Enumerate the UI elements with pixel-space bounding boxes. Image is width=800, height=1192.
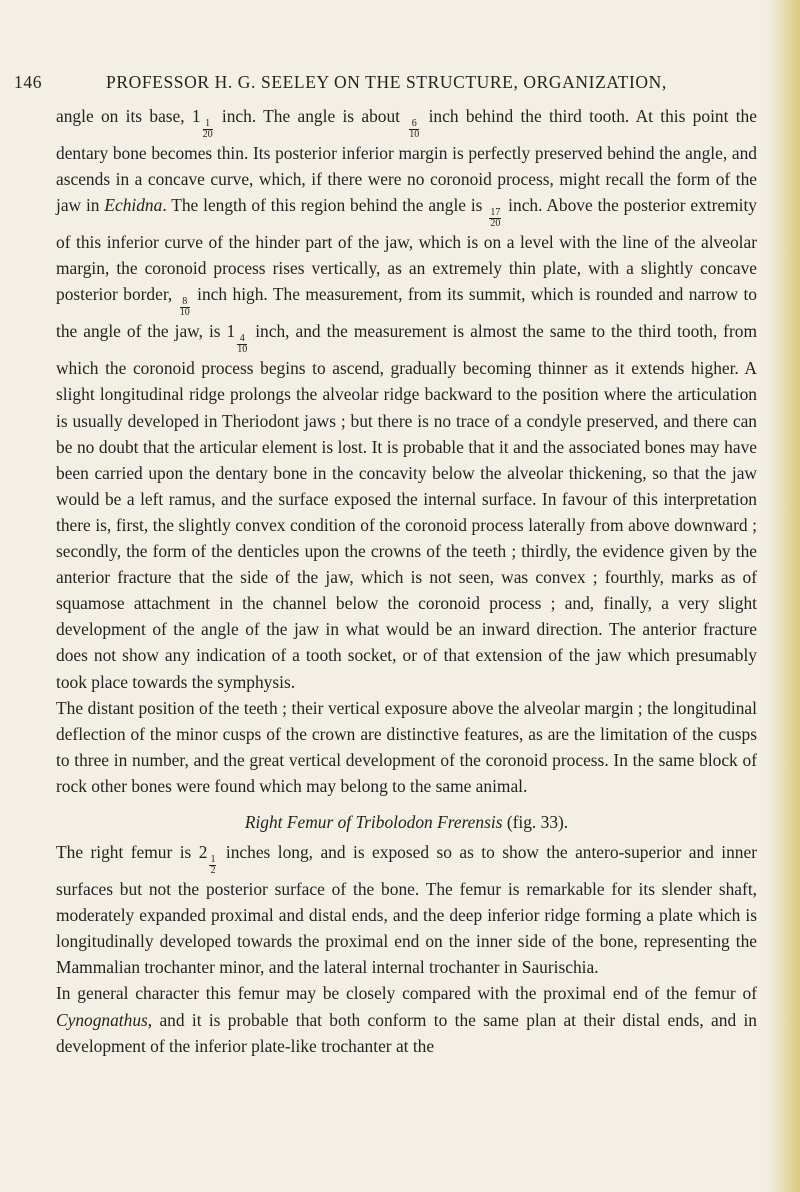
text-run: inch. The angle is about [214,106,408,126]
paragraph-femur-description [56,839,757,980]
numerator: 4 [237,334,247,345]
paragraph-distinctive-features: The distant position of the teeth ; their vertical exposure above the alveolar margin ; the longitudinal deflection of the minor cusps of the crown are distinctive features, as are the limitation of the cusps to three in number, and the great vertical development of the coronoid process. In the same block of rock other bones were found which may belong to the same animal. [56,697,757,796]
numerator: 6 [409,119,419,130]
numerator: 1 [210,854,216,866]
numerator: 17 [490,207,501,219]
text-run: inch, and the measurement is almost the same to the third tooth, from which the coronoid process begins to ascend, gradually becoming thinner as it extends higher. A slight longitudinal ridge prolongs the alveolar ridge backward to the position where the articulation is usually developed in Theriodont jaws ; but there is no trace of a condyle preserved, and there can be no doubt that the articular element is lost. It is probable that it and the associated bones may have been carried upon the dentary bone in the concavity below the alveolar thickening, so that the jaw would be a left ramus, and the surface exposed the internal surface. In favour of this interpretation there is, first, the slightly convex condition of the coronoid process laterally from above downward ; secondly, the form of the denticles upon the crowns of the teeth ; thirdly, the evidence given by the anterior fracture that the side of the jaw, which is not seen, was convex ; fourthly, marks as of squamose attachment in the channel below the coronoid process ; and, finally, a very slight development of the angle of the jaw in what would be an inward direction. The anterior fracture does not show any indication of a tooth socket, or of that extension of the jaw which presumably took place towards the symphysis. [56,321,757,692]
numerator: 1 [203,119,213,130]
text-run: The right femur is 2 [56,842,208,863]
text-run: inches long, and is exposed so as to show the antero-superior and inner surfaces but not the posterior surface of the bone. The femur is remarkable for its slender shaft, moderately expanded proximal and distal ends, and the deep inferior ridge forming a plate which is longitudinally developed towards the proximal end on the inner side of the bone, representing the Mammalian trochanter minor, and the lateral internal trochanter in Saurischia. [56,842,758,978]
figure-reference: (fig. 33). [502,811,569,832]
body-text [56,103,757,1059]
fraction [180,297,190,318]
denominator: 20 [490,218,501,230]
heading-title: Right Femur of Tribolodon Frerensis [244,811,503,832]
fraction [203,119,213,140]
numerator: 8 [180,297,190,308]
fraction [409,119,419,140]
text-run: In general character this femur may be closely compared with the proximal end of the femur of [56,983,757,1004]
text-run: inch. Above the posterior extremity of this inferior curve of the hinder part of the jaw, which is on a level with the line of the alveolar margin, the coronoid process rises vertically, as an extremely thin plate, with a slightly concave posterior border, [56,195,757,305]
running-header [14,72,754,93]
taxon-name: Echidna [104,195,163,216]
denominator: 10 [409,129,420,140]
denominator: 2 [210,865,216,877]
page-edge-shading [766,0,800,1192]
text-run: , and it is probable that both conform to the same plan at their distal ends, and in development of the inferior plate-like trochanter at the [56,1009,757,1056]
taxon-name: Cynognathus [56,1009,148,1030]
text-run: inch behind the third tooth. At this point the dentary bone becomes thin. Its posterior inferior margin is perfectly preserved behind the angle, and ascends in a concave curve, which, if there were no coronoid process, might recall the form of the jaw in [56,106,757,216]
paragraph-jaw-description [56,103,757,695]
denominator: 10 [179,307,190,319]
fraction [489,208,501,229]
denominator: 20 [202,129,213,140]
page-number: 146 [14,72,43,92]
paragraph-femur-comparison [56,980,757,1058]
section-heading [56,809,757,835]
fraction [237,334,247,355]
text-run: . The length of this region behind the angle is [162,195,488,216]
text-run: angle on its base, 1 [56,106,201,126]
text-run: inch high. The measurement, from its summit, which is rounded and narrow to the angle of the jaw, is 1 [56,284,757,342]
fraction [209,855,216,876]
denominator: 10 [237,344,248,356]
running-title: PROFESSOR H. G. SEELEY ON THE STRUCTURE, ORGANIZATION, [106,72,667,92]
